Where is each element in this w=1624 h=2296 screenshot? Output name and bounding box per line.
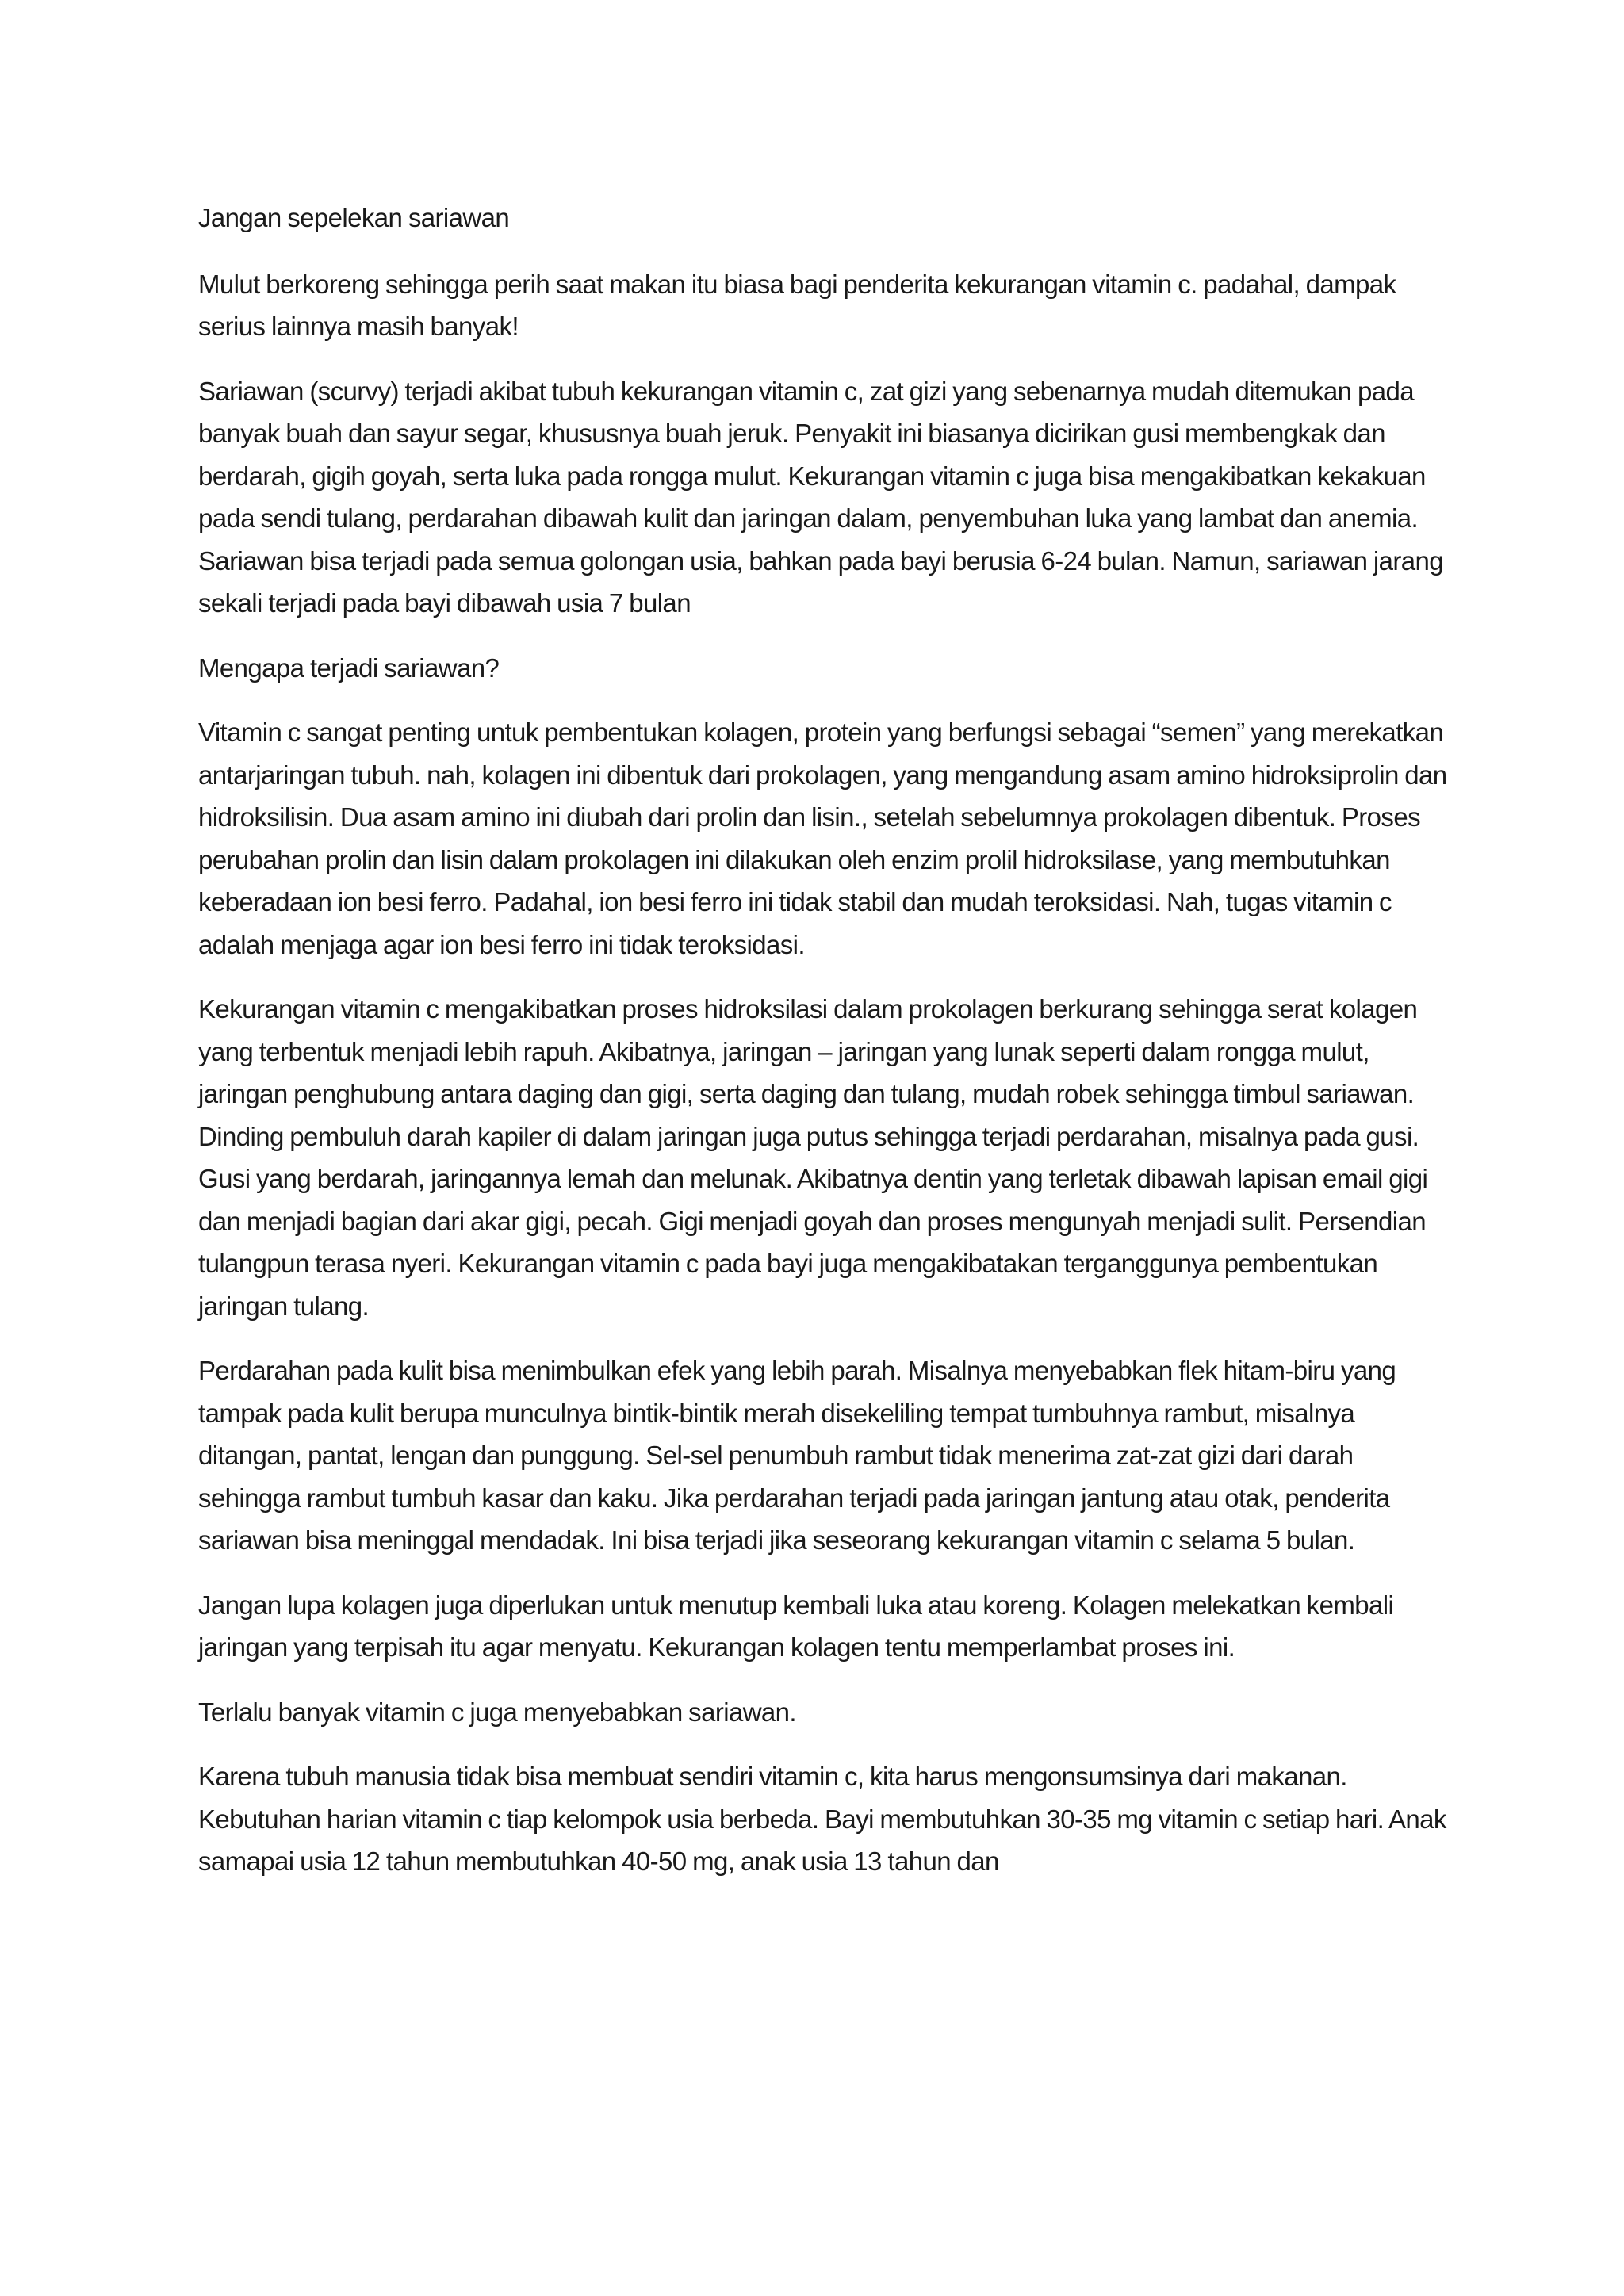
paragraph-wound-healing: Jangan lupa kolagen juga diperlukan untuk menutup kembali luka atau koreng. Kolagen melekatkan kembali jaringan yang terpisah itu agar menyatu. Kekurangan kolagen tentu memperlambat proses ini. <box>198 1590 1394 1662</box>
paragraph-scurvy-definition: Sariawan (scurvy) terjadi akibat tubuh kekurangan vitamin c, zat gizi yang sebenarnya mudah ditemukan pada banyak buah dan sayur segar, khususnya buah jeruk. Penyakit ini biasanya dicirikan gusi membengkak dan berdarah, gigih goyah, serta luka pada rongga mulut. Kekurangan vitamin c juga bisa mengakibatkan kekakuan pada sendi tulang, perdarahan dibawah kulit dan jaringan dalam, penyembuhan luka yang lambat dan anemia. Sariawan bisa terjadi pada semua golongan usia, bahkan pada bayi berusia 6-24 bulan. Namun, sariawan jarang sekali terjadi pada bayi dibawah usia 7 bulan <box>198 376 1444 618</box>
paragraph-skin-bleeding: Perdarahan pada kulit bisa menimbulkan efek yang lebih parah. Misalnya menyebabkan flek hitam-biru yang tampak pada kulit berupa munculnya bintik-bintik merah disekeliling tempat tumbuhnya rambut, misalnya ditangan, pantat, lengan dan punggung. Sel-sel penumbuh rambut tidak menerima zat-zat gizi dari darah sehingga rambut tumbuh kasar dan kaku. Jika perdarahan terjadi pada jaringan jantung atau otak, penderita sariawan bisa meninggal mendadak. Ini bisa terjadi jika seseorang kekurangan vitamin c selama 5 bulan. <box>198 1356 1396 1555</box>
paragraph-daily-needs: Karena tubuh manusia tidak bisa membuat sendiri vitamin c, kita harus mengonsumsinya dari makanan. Kebutuhan harian vitamin c tiap kelompok usia berbeda. Bayi membutuhkan 30-35 mg vitamin c setiap hari. Anak samapai usia 12 tahun membutuhkan 40-50 mg, anak usia 13 tahun dan <box>198 1762 1446 1876</box>
document-body <box>198 197 1451 1905</box>
document-title: Jangan sepelekan sariawan <box>198 203 510 232</box>
section-heading-excess: Terlalu banyak vitamin c juga menyebabkan sariawan. <box>198 1697 796 1727</box>
paragraph-collagen: Vitamin c sangat penting untuk pembentukan kolagen, protein yang berfungsi sebagai “semen” yang merekatkan antarjaringan tubuh. nah, kolagen ini dibentuk dari prokolagen, yang mengandung asam amino hidroksiprolin dan hidroksilisin. Dua asam amino ini diubah dari prolin dan lisin., setelah sebelumnya prokolagen dibentuk. Proses perubahan prolin dan lisin dalam prokolagen ini dilakukan oleh enzim prolil hidroksilase, yang membutuhkan keberadaan ion besi ferro. Padahal, ion besi ferro ini tidak stabil dan mudah teroksidasi. Nah, tugas vitamin c adalah menjaga agar ion besi ferro ini tidak teroksidasi. <box>198 718 1447 959</box>
paragraph-deficiency-effects: Kekurangan vitamin c mengakibatkan proses hidroksilasi dalam prokolagen berkurang sehingga serat kolagen yang terbentuk menjadi lebih rapuh. Akibatnya, jaringan – jaringan yang lunak seperti dalam rongga mulut, jaringan penghubung antara daging dan gigi, serta daging dan tulang, mudah robek sehingga timbul sariawan. Dinding pembuluh darah kapiler di dalam jaringan juga putus sehingga terjadi perdarahan, misalnya pada gusi. Gusi yang berdarah, jaringannya lemah dan melunak. Akibatnya dentin yang terletak dibawah lapisan email gigi dan menjadi bagian dari akar gigi, pecah. Gigi menjadi goyah dan proses mengunyah menjadi sulit. Persendian tulangpun terasa nyeri. Kekurangan vitamin c pada bayi juga mengakibatakan terganggunya pembentukan jaringan tulang. <box>198 994 1428 1321</box>
section-heading-causes: Mengapa terjadi sariawan? <box>198 652 500 683</box>
paragraph-intro: Mulut berkoreng sehingga perih saat makan itu biasa bagi penderita kekurangan vitamin c. padahal, dampak serius lainnya masih banyak! <box>198 269 1396 341</box>
